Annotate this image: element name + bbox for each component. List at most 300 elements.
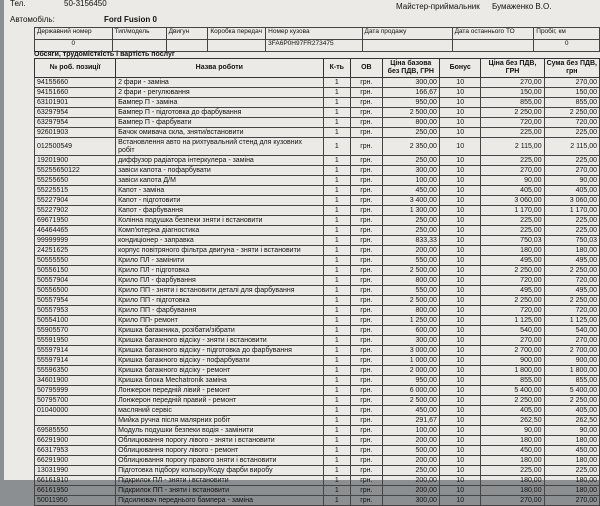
cell-sum: 1 170,00	[544, 206, 599, 216]
cell-name: Підсилювач переднього бампера - заміна	[116, 496, 323, 506]
cell-code: 94151660	[35, 88, 116, 98]
cell-price: 5 400,00	[481, 386, 544, 396]
cell-unit: грн.	[351, 196, 383, 206]
cell-qty: 1	[323, 336, 351, 346]
table-row	[35, 118, 600, 128]
cell-unit: грн.	[351, 88, 383, 98]
cell-bonus: 10	[439, 246, 481, 256]
cell-base-price: 550,00	[382, 256, 439, 266]
cell-base-price: 250,00	[382, 466, 439, 476]
cell-bonus: 10	[439, 426, 481, 436]
cell-qty: 1	[323, 226, 351, 236]
cell-unit: грн.	[351, 296, 383, 306]
column-header-unit: ОВ	[351, 59, 383, 78]
cell-sum: 495,00	[544, 286, 599, 296]
cell-bonus: 10	[439, 98, 481, 108]
plate-label: Державний номер	[35, 28, 113, 40]
cell-name: кондиціонер - заправка	[116, 236, 323, 246]
table-row	[35, 128, 600, 138]
cell-name: завіси капота Д/М	[116, 176, 323, 186]
gearbox-label: Коробка передач	[208, 28, 266, 40]
table-row	[35, 436, 600, 446]
last-service-value	[452, 40, 534, 52]
master-name: Бумаженко В.О.	[492, 2, 552, 11]
cell-unit: грн.	[351, 396, 383, 406]
section-title: Обсяги, трудомісткість і вартість послуг	[34, 51, 175, 58]
cell-unit: грн.	[351, 446, 383, 456]
cell-qty: 1	[323, 366, 351, 376]
cell-name: корпус повітряного фільтра двигуна - зняти і встановити	[116, 246, 323, 256]
cell-qty: 1	[323, 166, 351, 176]
cell-price: 855,00	[481, 98, 544, 108]
cell-bonus: 10	[439, 436, 481, 446]
cell-base-price: 291,67	[382, 416, 439, 426]
cell-base-price: 200,00	[382, 456, 439, 466]
table-row	[35, 108, 600, 118]
cell-price: 2 115,00	[481, 138, 544, 156]
cell-name: Крило ПП - зняти і встановити деталі для фарбування	[116, 286, 323, 296]
cell-bonus: 10	[439, 206, 481, 216]
cell-price: 225,00	[481, 226, 544, 236]
cell-bonus: 10	[439, 108, 481, 118]
table-row	[35, 486, 600, 496]
cell-sum: 540,00	[544, 326, 599, 336]
cell-unit: грн.	[351, 78, 383, 88]
table-row	[35, 196, 600, 206]
cell-bonus: 10	[439, 128, 481, 138]
cell-name: Кришка багажного відсіку - ремонт	[116, 366, 323, 376]
cell-qty: 1	[323, 98, 351, 108]
cell-bonus: 10	[439, 176, 481, 186]
cell-code: 55905570	[35, 326, 116, 336]
cell-bonus: 10	[439, 118, 481, 128]
cell-qty: 1	[323, 346, 351, 356]
cell-qty: 1	[323, 496, 351, 506]
cell-base-price: 200,00	[382, 246, 439, 256]
cell-price: 1 800,00	[481, 366, 544, 376]
cell-price: 180,00	[481, 246, 544, 256]
cell-price: 2 250,00	[481, 296, 544, 306]
cell-sum: 262,50	[544, 416, 599, 426]
cell-name: Бампер П - фарбувати	[116, 118, 323, 128]
cell-qty: 1	[323, 196, 351, 206]
cell-name: Капот - підготовити	[116, 196, 323, 206]
cell-code: 50554100	[35, 316, 116, 326]
cell-code: 55255650122	[35, 166, 116, 176]
cell-sum: 225,00	[544, 216, 599, 226]
cell-sum: 1 125,00	[544, 316, 599, 326]
cell-code: 55596350	[35, 366, 116, 376]
cell-unit: грн.	[351, 356, 383, 366]
cell-sum: 720,00	[544, 276, 599, 286]
cell-sum: 270,00	[544, 166, 599, 176]
cell-name: Кришка блока Mechatronik заміна	[116, 376, 323, 386]
cell-unit: грн.	[351, 236, 383, 246]
cell-name: Облицювання порогу лівого - ремонт	[116, 446, 323, 456]
cell-bonus: 10	[439, 326, 481, 336]
cell-code: 01040000	[35, 406, 116, 416]
cell-code: 50795700	[35, 396, 116, 406]
table-row	[35, 176, 600, 186]
car-model: Ford Fusion 0	[104, 15, 157, 24]
cell-unit: грн.	[351, 226, 383, 236]
cell-name: Модуль подушки безпеки водія - замінити	[116, 426, 323, 436]
cell-bonus: 10	[439, 456, 481, 466]
cell-sum: 180,00	[544, 246, 599, 256]
cell-qty: 1	[323, 426, 351, 436]
cell-unit: грн.	[351, 216, 383, 226]
cell-code: 50557904	[35, 276, 116, 286]
cell-qty: 1	[323, 316, 351, 326]
cell-sum: 180,00	[544, 456, 599, 466]
cell-bonus: 10	[439, 216, 481, 226]
cell-sum: 405,00	[544, 406, 599, 416]
cell-unit: грн.	[351, 176, 383, 186]
table-row	[35, 166, 600, 176]
cell-bonus: 10	[439, 486, 481, 496]
cell-sum: 450,00	[544, 446, 599, 456]
cell-qty: 1	[323, 236, 351, 246]
cell-price: 90,00	[481, 176, 544, 186]
master-label: Майстер-приймальник	[396, 2, 480, 11]
cell-sum: 270,00	[544, 336, 599, 346]
cell-base-price: 800,00	[382, 306, 439, 316]
column-header-code: № роб. позиції	[35, 59, 116, 78]
table-row	[35, 156, 600, 166]
cell-price: 270,00	[481, 496, 544, 506]
cell-bonus: 10	[439, 276, 481, 286]
cell-unit: грн.	[351, 326, 383, 336]
cell-base-price: 950,00	[382, 98, 439, 108]
cell-sum: 2 250,00	[544, 266, 599, 276]
cell-bonus: 10	[439, 286, 481, 296]
cell-bonus: 10	[439, 78, 481, 88]
cell-qty: 1	[323, 356, 351, 366]
cell-price: 180,00	[481, 456, 544, 466]
column-header-bonus: Бонус	[439, 59, 481, 78]
cell-base-price: 200,00	[382, 436, 439, 446]
cell-sum: 855,00	[544, 376, 599, 386]
vehicle-info-labels	[35, 28, 600, 40]
cell-bonus: 10	[439, 466, 481, 476]
cell-base-price: 6 000,00	[382, 386, 439, 396]
cell-unit: грн.	[351, 256, 383, 266]
cell-qty: 1	[323, 256, 351, 266]
cell-code: 50555550	[35, 256, 116, 266]
cell-price: 150,00	[481, 88, 544, 98]
cell-name: Бачок омивача скла, зняти/встановити	[116, 128, 323, 138]
cell-bonus: 10	[439, 296, 481, 306]
cell-code: 50556500	[35, 286, 116, 296]
table-row	[35, 206, 600, 216]
cell-price: 450,00	[481, 446, 544, 456]
cell-qty: 1	[323, 266, 351, 276]
cell-bonus: 10	[439, 336, 481, 346]
cell-base-price: 300,00	[382, 78, 439, 88]
cell-unit: грн.	[351, 476, 383, 486]
cell-qty: 1	[323, 156, 351, 166]
cell-name: Встановлення авто на рихтувальний стенд для кузовних робіт	[116, 138, 323, 156]
cell-name: Лонжерон передній лівий - ремонт	[116, 386, 323, 396]
cell-unit: грн.	[351, 266, 383, 276]
cell-name: Крило ПП- ремонт	[116, 316, 323, 326]
column-header-base-price: Ціна базова без ПДВ, ГРН	[382, 59, 439, 78]
cell-price: 225,00	[481, 216, 544, 226]
cell-code: 63297954	[35, 118, 116, 128]
engine-label: Двигун	[166, 28, 208, 40]
cell-bonus: 10	[439, 386, 481, 396]
cell-price: 180,00	[481, 486, 544, 496]
cell-sum: 855,00	[544, 98, 599, 108]
vehicle-info-values	[35, 40, 600, 52]
table-row	[35, 78, 600, 88]
cell-price: 720,00	[481, 306, 544, 316]
cell-price: 495,00	[481, 256, 544, 266]
cell-qty: 1	[323, 486, 351, 496]
cell-base-price: 200,00	[382, 486, 439, 496]
cell-name: Облицювання порогу правого зняти і встановити	[116, 456, 323, 466]
cell-base-price: 450,00	[382, 186, 439, 196]
cell-bonus: 10	[439, 366, 481, 376]
column-header-sum: Сума без ПДВ, грн	[544, 59, 599, 78]
cell-base-price: 100,00	[382, 176, 439, 186]
cell-qty: 1	[323, 466, 351, 476]
cell-bonus: 10	[439, 256, 481, 266]
cell-qty: 1	[323, 386, 351, 396]
cell-sum: 720,00	[544, 118, 599, 128]
cell-price: 720,00	[481, 118, 544, 128]
cell-base-price: 250,00	[382, 128, 439, 138]
cell-qty: 1	[323, 138, 351, 156]
cell-bonus: 10	[439, 416, 481, 426]
cell-price: 225,00	[481, 466, 544, 476]
cell-base-price: 600,00	[382, 326, 439, 336]
cell-unit: грн.	[351, 156, 383, 166]
cell-price: 2 250,00	[481, 266, 544, 276]
cell-sum: 1 800,00	[544, 366, 599, 376]
model-value	[112, 40, 166, 52]
cell-bonus: 10	[439, 306, 481, 316]
table-row	[35, 266, 600, 276]
cell-code: 012500549	[35, 138, 116, 156]
cell-code: 66161910	[35, 476, 116, 486]
mileage-value: 0	[534, 40, 600, 52]
cell-price: 2 250,00	[481, 396, 544, 406]
cell-name: Бампер П - підготовка до фарбування	[116, 108, 323, 118]
table-row	[35, 366, 600, 376]
cell-bonus: 10	[439, 196, 481, 206]
cell-bonus: 10	[439, 138, 481, 156]
plate-value: 0	[35, 40, 113, 52]
cell-sum: 2 700,00	[544, 346, 599, 356]
table-row	[35, 496, 600, 506]
table-row	[35, 386, 600, 396]
table-row	[35, 306, 600, 316]
cell-bonus: 10	[439, 396, 481, 406]
mileage-label: Пробіг, км	[534, 28, 600, 40]
cell-base-price: 2 500,00	[382, 396, 439, 406]
cell-qty: 1	[323, 436, 351, 446]
table-row	[35, 276, 600, 286]
cell-sum: 90,00	[544, 176, 599, 186]
table-row	[35, 236, 600, 246]
cell-code: 92601903	[35, 128, 116, 138]
cell-qty: 1	[323, 88, 351, 98]
cell-qty: 1	[323, 296, 351, 306]
cell-bonus: 10	[439, 156, 481, 166]
cell-base-price: 800,00	[382, 118, 439, 128]
cell-name: масляний сервіс	[116, 406, 323, 416]
cell-price: 495,00	[481, 286, 544, 296]
cell-sum: 225,00	[544, 466, 599, 476]
cell-qty: 1	[323, 108, 351, 118]
cell-sum: 2 115,00	[544, 138, 599, 156]
cell-code: 63101901	[35, 98, 116, 108]
cell-unit: грн.	[351, 426, 383, 436]
cell-base-price: 250,00	[382, 216, 439, 226]
table-row	[35, 88, 600, 98]
table-row	[35, 138, 600, 156]
cell-base-price: 166,67	[382, 88, 439, 98]
cell-price: 900,00	[481, 356, 544, 366]
cell-unit: грн.	[351, 306, 383, 316]
cell-code: 46464465	[35, 226, 116, 236]
cell-sum: 405,00	[544, 186, 599, 196]
sale-date-label: Дата продажу	[362, 28, 452, 40]
cell-bonus: 10	[439, 88, 481, 98]
cell-qty: 1	[323, 78, 351, 88]
cell-name: Колінна подушка безпеки зняти і встановити	[116, 216, 323, 226]
cell-price: 855,00	[481, 376, 544, 386]
cell-qty: 1	[323, 216, 351, 226]
column-header-qty: К-ть	[323, 59, 351, 78]
cell-name: Кришка багажного відсіку - підготовка до фарбування	[116, 346, 323, 356]
cell-unit: грн.	[351, 286, 383, 296]
cell-code: 55227902	[35, 206, 116, 216]
cell-bonus: 10	[439, 186, 481, 196]
cell-qty: 1	[323, 306, 351, 316]
cell-unit: грн.	[351, 416, 383, 426]
cell-code	[35, 416, 116, 426]
cell-code: 55597914	[35, 346, 116, 356]
cell-code: 34601900	[35, 376, 116, 386]
cell-name: диффузор радіатора інтеркулера - заміна	[116, 156, 323, 166]
cell-unit: грн.	[351, 186, 383, 196]
cell-unit: грн.	[351, 138, 383, 156]
services-table	[34, 58, 600, 506]
table-row	[35, 98, 600, 108]
column-header-price: Ціна без ПДВ, ГРН	[481, 59, 544, 78]
table-row	[35, 406, 600, 416]
cell-qty: 1	[323, 446, 351, 456]
cell-bonus: 10	[439, 496, 481, 506]
cell-name: Бампер П - заміна	[116, 98, 323, 108]
cell-name: Кришка багажного відсіку - пофарбувати	[116, 356, 323, 366]
cell-qty: 1	[323, 186, 351, 196]
cell-name: Крило ПП - фарбування	[116, 306, 323, 316]
cell-unit: грн.	[351, 346, 383, 356]
cell-qty: 1	[323, 326, 351, 336]
cell-price: 1 125,00	[481, 316, 544, 326]
cell-sum: 2 250,00	[544, 108, 599, 118]
table-row	[35, 336, 600, 346]
cell-code: 50011950	[35, 496, 116, 506]
cell-name: завіси капота - пофарбувати	[116, 166, 323, 176]
cell-price: 405,00	[481, 186, 544, 196]
cell-base-price: 500,00	[382, 446, 439, 456]
engine-value	[166, 40, 208, 52]
cell-price: 90,00	[481, 426, 544, 436]
table-row	[35, 456, 600, 466]
phone-label: Тел.	[10, 0, 26, 8]
cell-code: 66317953	[35, 446, 116, 456]
cell-qty: 1	[323, 128, 351, 138]
cell-sum: 180,00	[544, 476, 599, 486]
cell-sum: 150,00	[544, 88, 599, 98]
cell-price: 270,00	[481, 166, 544, 176]
cell-base-price: 250,00	[382, 226, 439, 236]
cell-price: 262,50	[481, 416, 544, 426]
cell-base-price: 300,00	[382, 166, 439, 176]
cell-price: 3 060,00	[481, 196, 544, 206]
cell-base-price: 3 000,00	[382, 346, 439, 356]
cell-name: Крило ПЛ - підготовка	[116, 266, 323, 276]
cell-name: Підкрилок ПЛ - зняти і встановити	[116, 476, 323, 486]
cell-base-price: 2 500,00	[382, 266, 439, 276]
model-label: Тип/модель	[112, 28, 166, 40]
vin-value: 3FA6P0H97FR273475	[266, 40, 362, 52]
vin-label: Номер кузова	[266, 28, 362, 40]
cell-qty: 1	[323, 476, 351, 486]
cell-price: 225,00	[481, 128, 544, 138]
cell-qty: 1	[323, 118, 351, 128]
cell-code: 55227904	[35, 196, 116, 206]
cell-sum: 180,00	[544, 436, 599, 446]
cell-unit: грн.	[351, 486, 383, 496]
cell-sum: 180,00	[544, 486, 599, 496]
cell-qty: 1	[323, 246, 351, 256]
cell-unit: грн.	[351, 118, 383, 128]
cell-code: 69585550	[35, 426, 116, 436]
cell-code: 50557953	[35, 306, 116, 316]
cell-unit: грн.	[351, 456, 383, 466]
cell-code: 94155660	[35, 78, 116, 88]
cell-price: 540,00	[481, 326, 544, 336]
cell-sum: 225,00	[544, 128, 599, 138]
cell-code: 13031990	[35, 466, 116, 476]
cell-price: 720,00	[481, 276, 544, 286]
cell-base-price: 300,00	[382, 496, 439, 506]
table-row	[35, 226, 600, 236]
cell-bonus: 10	[439, 346, 481, 356]
cell-base-price: 950,00	[382, 376, 439, 386]
cell-bonus: 10	[439, 376, 481, 386]
cell-bonus: 10	[439, 166, 481, 176]
cell-sum: 495,00	[544, 256, 599, 266]
cell-bonus: 10	[439, 266, 481, 276]
cell-unit: грн.	[351, 108, 383, 118]
cell-base-price: 450,00	[382, 406, 439, 416]
cell-code: 69671950	[35, 216, 116, 226]
cell-sum: 3 060,00	[544, 196, 599, 206]
gearbox-value	[208, 40, 266, 52]
cell-unit: грн.	[351, 406, 383, 416]
cell-base-price: 3 400,00	[382, 196, 439, 206]
cell-base-price: 833,33	[382, 236, 439, 246]
cell-unit: грн.	[351, 276, 383, 286]
cell-qty: 1	[323, 416, 351, 426]
cell-base-price: 2 350,00	[382, 138, 439, 156]
